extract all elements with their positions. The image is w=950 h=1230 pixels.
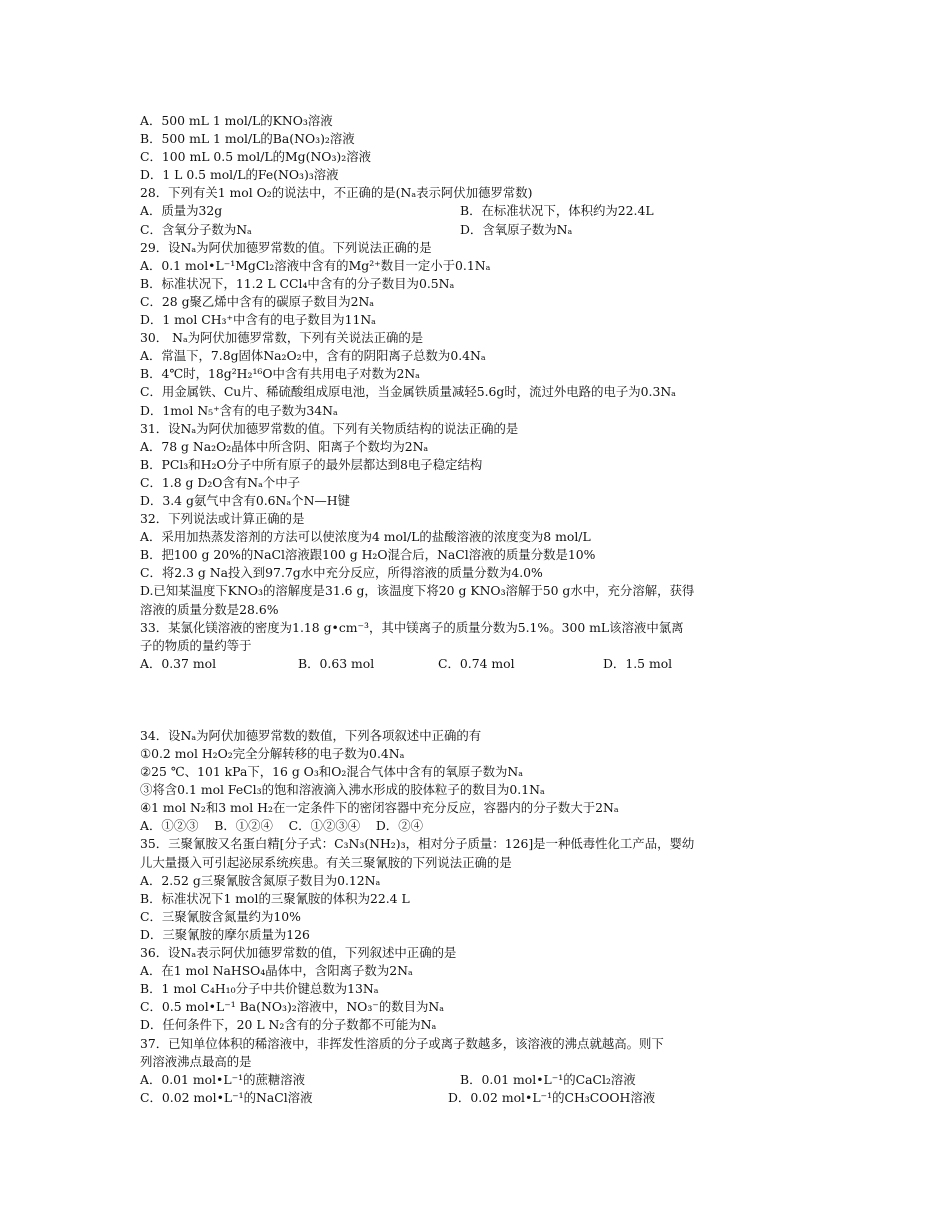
- q34-item-2: ②25 ℃、101 kPa下，16 g O₃和O₂混合气体中含有的氧原子数为Nₐ: [140, 764, 524, 780]
- q29-option-b: B．标准状况下，11.2 L CCl₄中含有的分子数目为0.5Nₐ: [140, 275, 455, 291]
- q32-option-d-line-1: D.已知某温度下KNO₃的溶解度是31.6 g，该温度下将20 g KNO₃溶解于50 g水中，充分溶解，获得: [140, 583, 695, 599]
- q34-options: A．①②③ B．①②④ C．①②③④ D．②④: [140, 818, 423, 834]
- q33-option-b: B．0.63 mol: [298, 655, 375, 671]
- q29-option-a: A．0.1 mol•L⁻¹MgCl₂溶液中含有的Mg²⁺数目一定小于0.1Nₐ: [140, 257, 491, 273]
- q35-stem-line-2: 儿大量摄入可引起泌尿系统疾患。有关三聚氰胺的下列说法正确的是: [140, 854, 512, 870]
- q30-stem: 30． Nₐ为阿伏加德罗常数，下列有关说法正确的是: [140, 330, 424, 346]
- q33-option-a: A．0.37 mol: [140, 655, 217, 671]
- q34-stem: 34．设Nₐ为阿伏加德罗常数的数值，下列各项叙述中正确的有: [140, 727, 482, 743]
- q31-stem: 31．设Nₐ为阿伏加德罗常数的值。下列有关物质结构的说法正确的是: [140, 420, 519, 436]
- q36-option-c: C．0.5 mol•L⁻¹ Ba(NO₃)₂溶液中，NO₃⁻的数目为Nₐ: [140, 999, 445, 1015]
- q33-stem-line-2: 子的物质的量约等于: [140, 637, 252, 653]
- q36-option-a: A．在1 mol NaHSO₄晶体中，含阳离子数为2Nₐ: [140, 963, 413, 979]
- q35-option-c: C．三聚氰胺含氮量约为10%: [140, 908, 301, 924]
- q29-option-c: C．28 g聚乙烯中含有的碳原子数目为2Nₐ: [140, 293, 375, 309]
- q30-option-a: A．常温下，7.8g固体Na₂O₂中，含有的阴阳离子总数为0.4Nₐ: [140, 348, 486, 364]
- q30-option-c: C．用金属铁、Cu片、稀硫酸组成原电池，当金属铁质量减轻5.6g时，流过外电路的电子为0.3Nₐ: [140, 384, 676, 400]
- q30-option-b: B．4℃时，18g²H₂¹⁶O中含有共用电子对数为2Nₐ: [140, 366, 420, 382]
- q37-stem-line-1: 37．已知单位体积的稀溶液中，非挥发性溶质的分子或离子数越多，该溶液的沸点就越高。则下: [140, 1035, 664, 1051]
- q32-option-a: A．采用加热蒸发溶剂的方法可以使浓度为4 mol/L的盐酸溶液的浓度变为8 mol/L: [140, 529, 591, 545]
- q28-stem: 28．下列有关1 mol O₂的说法中，不正确的是(Nₐ表示阿伏加德罗常数): [140, 185, 533, 201]
- q35-option-b: B．标准状况下1 mol的三聚氰胺的体积为22.4 L: [140, 890, 410, 906]
- q33-options-row: [140, 655, 830, 673]
- q37-option-b: B．0.01 mol•L⁻¹的CaCl₂溶液: [460, 1071, 636, 1087]
- q28-option-a: A．质量为32g: [140, 203, 223, 219]
- q32-option-b: B．把100 g 20%的NaCl溶液跟100 g H₂O混合后，NaCl溶液的质量分数是10%: [140, 547, 596, 563]
- q28-options-row-1: [140, 202, 830, 220]
- q30-option-d: D．1mol N₅⁺含有的电子数为34Nₐ: [140, 402, 338, 418]
- q27-option-a: A．500 mL 1 mol/L的KNO₃溶液: [140, 113, 333, 128]
- q37-stem-line-2: 列溶液沸点最高的是: [140, 1053, 252, 1069]
- q37-options-row-2: [140, 1089, 830, 1107]
- q33-stem-line-1: 33．某氯化镁溶液的密度为1.18 g•cm⁻³，其中镁离子的质量分数为5.1%。300 mL该溶液中氯离: [140, 619, 684, 635]
- q32-stem: 32．下列说法或计算正确的是: [140, 511, 305, 527]
- q31-option-b: B．PCl₃和H₂O分子中所有原子的最外层都达到8电子稳定结构: [140, 456, 483, 472]
- q33-option-d: D．1.5 mol: [603, 655, 673, 671]
- q35-stem-line-1: 35．三聚氰胺又名蛋白精[分子式：C₃N₃(NH₂)₃，相对分子质量：126]是一种低毒性化工产品，婴幼: [140, 836, 695, 852]
- q35-option-a: A．2.52 g三聚氰胺含氮原子数目为0.12Nₐ: [140, 872, 381, 888]
- q37-option-c: C．0.02 mol•L⁻¹的NaCl溶液: [140, 1089, 313, 1105]
- q37-option-a: A．0.01 mol•L⁻¹的蔗糖溶液: [140, 1071, 306, 1087]
- q29-stem: 29．设Nₐ为阿伏加德罗常数的值。下列说法正确的是: [140, 239, 432, 255]
- q34-item-4: ④1 mol N₂和3 mol H₂在一定条件下的密闭容器中充分反应，容器内的分子数大于2Nₐ: [140, 800, 619, 816]
- q33-option-c: C．0.74 mol: [438, 655, 515, 671]
- q29-option-d: D．1 mol CH₃⁺中含有的电子数目为11Nₐ: [140, 312, 376, 328]
- q34-item-3: ③将含0.1 mol FeCl₃的饱和溶液滴入沸水形成的胶体粒子的数目为0.1Nₐ: [140, 782, 545, 798]
- q37-option-d: D．0.02 mol•L⁻¹的CH₃COOH溶液: [448, 1089, 656, 1105]
- q31-option-a: A．78 g Na₂O₂晶体中所含阴、阳离子个数均为2Nₐ: [140, 438, 429, 454]
- q27-option-b: B．500 mL 1 mol/L的Ba(NO₃)₂溶液: [140, 131, 355, 147]
- q28-options-row-2: [140, 221, 830, 239]
- exam-page: [140, 112, 830, 1107]
- q36-option-d: D．任何条件下，20 L N₂含有的分子数都不可能为Nₐ: [140, 1017, 437, 1033]
- q28-option-d: D．含氧原子数为Nₐ: [460, 221, 573, 237]
- question-gap: [140, 673, 830, 727]
- q32-option-d-line-2: 溶液的质量分数是28.6%: [140, 601, 279, 617]
- q32-option-c: C．将2.3 g Na投入到97.7g水中充分反应，所得溶液的质量分数为4.0%: [140, 565, 543, 581]
- q36-option-b: B．1 mol C₄H₁₀分子中共价键总数为13Nₐ: [140, 981, 379, 997]
- q31-option-c: C．1.8 g D₂O含有Nₐ个中子: [140, 474, 301, 490]
- q35-option-d: D．三聚氰胺的摩尔质量为126: [140, 926, 310, 942]
- q36-stem: 36．设Nₐ表示阿伏加德罗常数的值，下列叙述中正确的是: [140, 945, 457, 961]
- q28-option-c: C．含氧分子数为Nₐ: [140, 221, 252, 237]
- q27-option-c: C．100 mL 0.5 mol/L的Mg(NO₃)₂溶液: [140, 149, 371, 165]
- q28-option-b: B．在标准状况下，体积约为22.4L: [460, 203, 654, 219]
- q34-item-1: ①0.2 mol H₂O₂完全分解转移的电子数为0.4Nₐ: [140, 746, 405, 761]
- q31-option-d: D．3.4 g氨气中含有0.6Nₐ个N—H键: [140, 492, 350, 508]
- q27-option-d: D．1 L 0.5 mol/L的Fe(NO₃)₃溶液: [140, 167, 339, 183]
- q37-options-row-1: [140, 1071, 830, 1089]
